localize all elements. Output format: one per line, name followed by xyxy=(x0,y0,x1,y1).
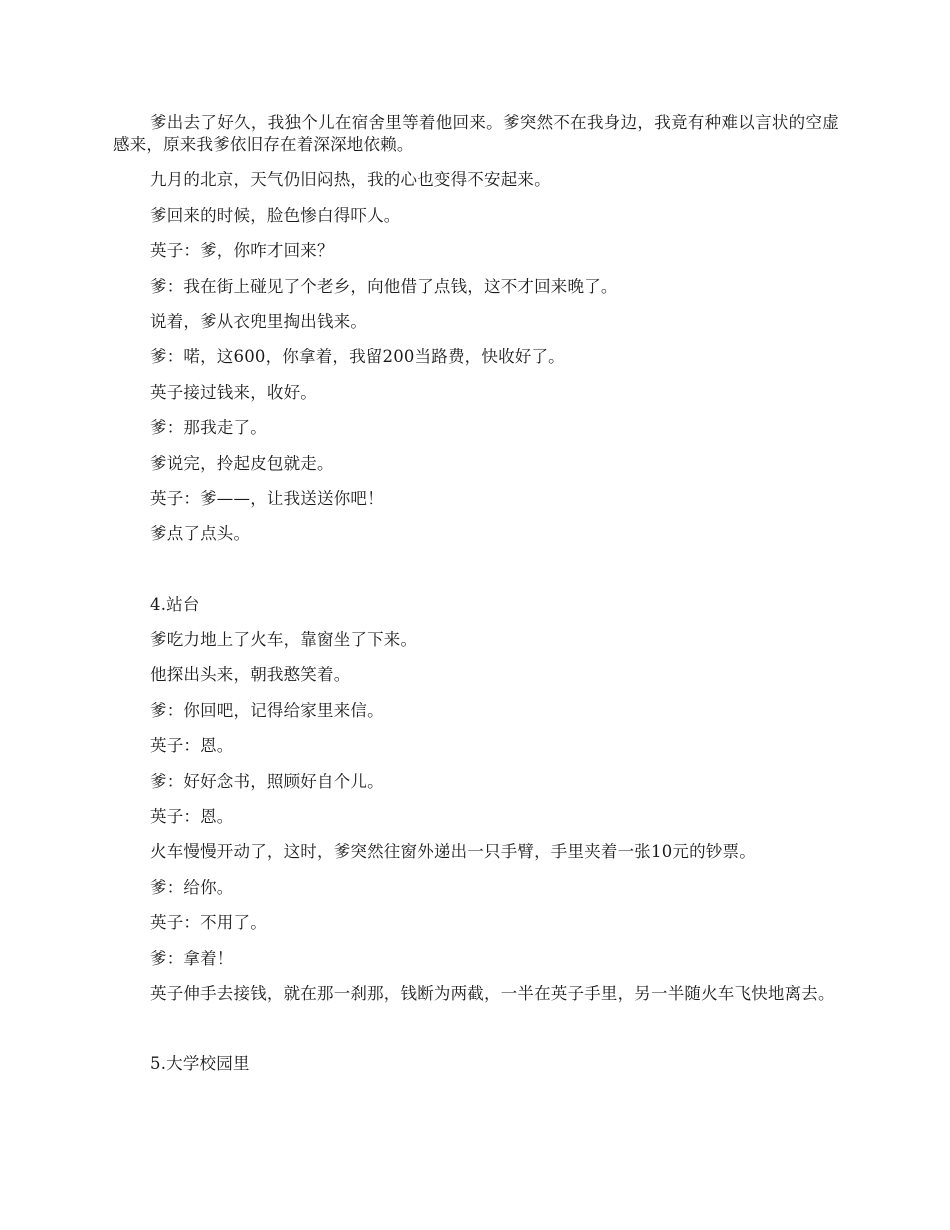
dialogue-line: 爹：我在街上碰见了个老乡，向他借了点钱，这不才回来晚了。 xyxy=(150,276,618,296)
dialogue-line: 英子：恩。 xyxy=(150,736,234,756)
dialogue-line: 爹：给你。 xyxy=(150,877,234,897)
dialogue-line: 爹：你回吧，记得给家里来信。 xyxy=(150,700,384,720)
section-spacer xyxy=(113,1018,839,1053)
paragraph: 九月的北京，天气仍旧闷热，我的心也变得不安起来。 xyxy=(150,170,551,190)
paragraph: 英子伸手去接钱，就在那一刹那，钱断为两截，一半在英子手里，另一半随火车飞快地离去。 xyxy=(150,983,835,1003)
dialogue-line: 爹：那我走了。 xyxy=(150,418,267,438)
paragraph: 爹回来的时候，脸色惨白得吓人。 xyxy=(150,205,401,225)
paragraph: 爹吃力地上了火车，靠窗坐了下来。 xyxy=(150,630,418,650)
paragraph: 火车慢慢开动了，这时，爹突然往窗外递出一只手臂，手里夹着一张10元的钞票。 xyxy=(150,842,756,862)
dialogue-line: 英子：不用了。 xyxy=(150,913,267,933)
paragraph: 英子接过钱来，收好。 xyxy=(150,382,317,402)
paragraph: 爹点了点头。 xyxy=(150,524,251,544)
document-body xyxy=(113,112,839,1089)
paragraph: 他探出头来，朝我憨笑着。 xyxy=(150,665,351,685)
section-spacer xyxy=(113,559,839,594)
paragraph: 爹出去了好久，我独个儿在宿舍里等着他回来。爹突然不在我身边，我竟有种难以言状的空虚感来，原来我爹依旧存在着深深地依赖。 xyxy=(113,113,839,154)
dialogue-line: 爹：好好念书，照顾好自个儿。 xyxy=(150,771,384,791)
dialogue-line: 英子：恩。 xyxy=(150,807,234,827)
section-heading-5: 5.大学校园里 xyxy=(150,1054,250,1074)
paragraph: 说着，爹从衣兜里掏出钱来。 xyxy=(150,311,368,331)
paragraph: 爹说完，拎起皮包就走。 xyxy=(150,453,334,473)
dialogue-line: 爹：喏，这600，你拿着，我留200当路费，快收好了。 xyxy=(150,347,565,367)
dialogue-line: 英子：爹，你咋才回来？ xyxy=(150,241,334,261)
dialogue-line: 英子：爹——，让我送送你吧！ xyxy=(150,488,384,508)
dialogue-line: 爹：拿着！ xyxy=(150,948,234,968)
section-heading-4: 4.站台 xyxy=(150,594,200,614)
